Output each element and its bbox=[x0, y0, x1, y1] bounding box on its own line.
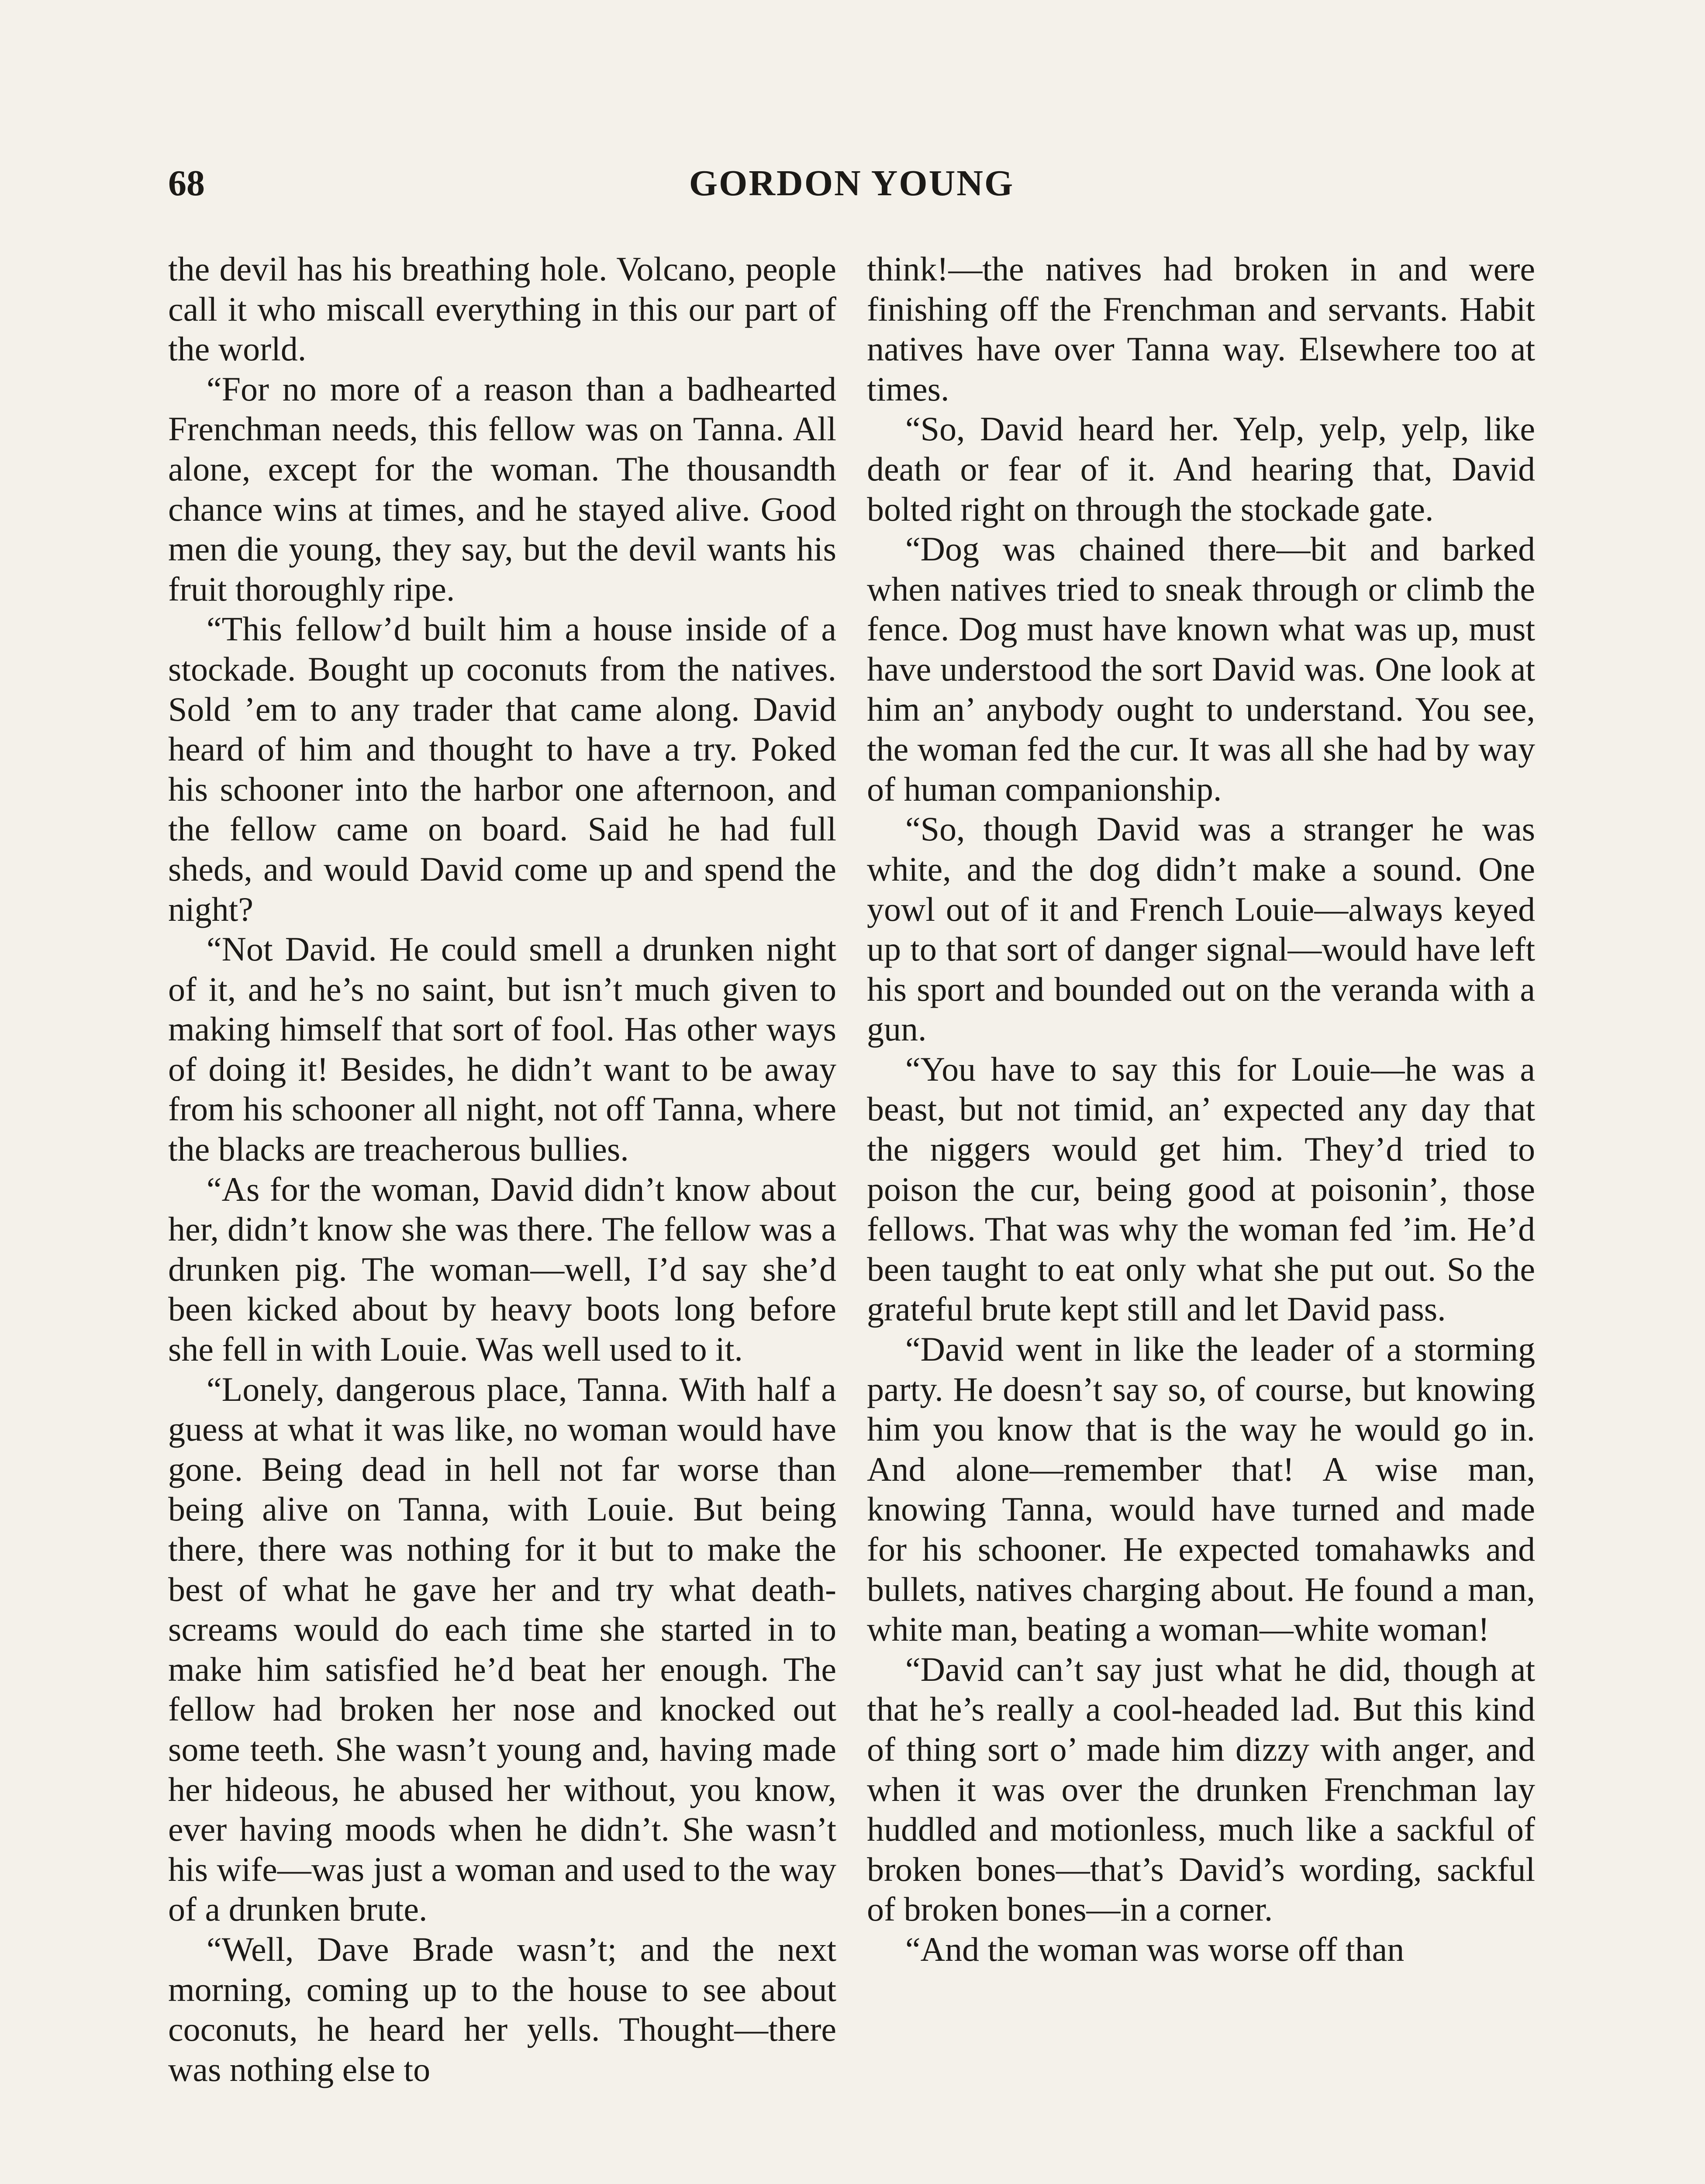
paragraph: “David went in like the leader of a storming party. He doesn’t say so, of course, but knowing him you know that is the way he would go in. And alone—remember that! A wise man, knowing Tanna, would have turned and made for his schooner. He expected tomahawks and bullets, natives charging about. He found a man, white man, beating a woman—white woman! bbox=[867, 1330, 1535, 1648]
left-column bbox=[168, 249, 836, 2089]
paragraph: “So, David heard her. Yelp, yelp, yelp, like death or fear of it. And hearing that, David bolted right on through the stockade gate. bbox=[867, 410, 1535, 528]
paragraph: “This fellow’d built him a house inside of a stockade. Bought up coconuts from the natives. Sold ’em to any trader that came along. David heard of him and thought to have a try. Poked his schooner into the harbor one afternoon, and the fellow came on board. Said he had full sheds, and would David come up and spend the night? bbox=[168, 610, 836, 928]
paragraph: “Lonely, dangerous place, Tanna. With half a guess at what it was like, no woman would have gone. Being dead in hell not far worse than being alive on Tanna, with Louie. But being there, there was nothing for it but to make the best of what he gave her and try what death-screams would do each time she started in to make him satisfied he’d beat her enough. The fellow had broken her nose and knocked out some teeth. She wasn’t young and, having made her hideous, he abused her without, you know, ever having moods when he didn’t. She wasn’t his wife—was just a woman and used to the way of a drunken brute. bbox=[168, 1370, 836, 1928]
paragraph: the devil has his breathing hole. Volcano, people call it who miscall everything in this our part of the world. bbox=[168, 250, 836, 368]
paragraph: “Not David. He could smell a drunken night of it, and he’s no saint, but isn’t much given to making himself that sort of fool. Has other ways of doing it! Besides, he didn’t want to be away from his schooner all night, not off Tanna, where the blacks are treacherous bullies. bbox=[168, 930, 836, 1168]
paragraph: “David can’t say just what he did, though at that he’s really a cool-headed lad. But this kind of thing sort o’ made him dizzy with anger, and when it was over the drunken Frenchman lay huddled and motionless, much like a sackful of broken bones—that’s David’s wording, sackful of broken bones—in a corner. bbox=[867, 1650, 1535, 1928]
paragraph: “So, though David was a stranger he was white, and the dog didn’t make a sound. One yowl out of it and French Louie—always keyed up to that sort of danger signal—would have left his sport and bounded out on the veranda with a gun. bbox=[867, 810, 1535, 1048]
page-header bbox=[168, 157, 1535, 218]
paragraph: “Well, Dave Brade wasn’t; and the next morning, coming up to the house to see about coconuts, he heard her yells. Thought—there was nothing else to bbox=[168, 1930, 836, 2088]
paragraph: “You have to say this for Louie—he was a beast, but not timid, an’ expected any day that the niggers would get him. They’d tried to poison the cur, being good at poisonin’, those fellows. That was why the woman fed ’im. He’d been taught to eat only what she put out. So the grateful brute kept still and let David pass. bbox=[867, 1050, 1535, 1328]
right-column bbox=[867, 249, 1535, 1970]
paragraph: “As for the woman, David didn’t know about her, didn’t know she was there. The fellow was a drunken pig. The woman—well, I’d say she’d been kicked about by heavy boots long before she fell in with Louie. Was well used to it. bbox=[168, 1170, 836, 1368]
page-number: 68 bbox=[168, 163, 205, 204]
running-head: GORDON YOUNG bbox=[689, 163, 1015, 204]
paragraph: “Dog was chained there—bit and barked when natives tried to sneak through or climb the fence. Dog must have known what was up, must have understood the sort David was. One look at him an’ anybody ought to understand. You see, the woman fed the cur. It was all she had by way of human companionship. bbox=[867, 530, 1535, 808]
paragraph: “And the woman was worse off than bbox=[905, 1930, 1405, 1968]
paragraph: “For no more of a reason than a badhearted Frenchman needs, this fellow was on Tanna. All alone, except for the woman. The thousandth chance wins at times, and he stayed alive. Good men die young, they say, but the devil wants his fruit thoroughly ripe. bbox=[168, 370, 836, 608]
paragraph: think!—the natives had broken in and were finishing off the Frenchman and servants. Habit natives have over Tanna way. Elsewhere too at times. bbox=[867, 250, 1535, 408]
